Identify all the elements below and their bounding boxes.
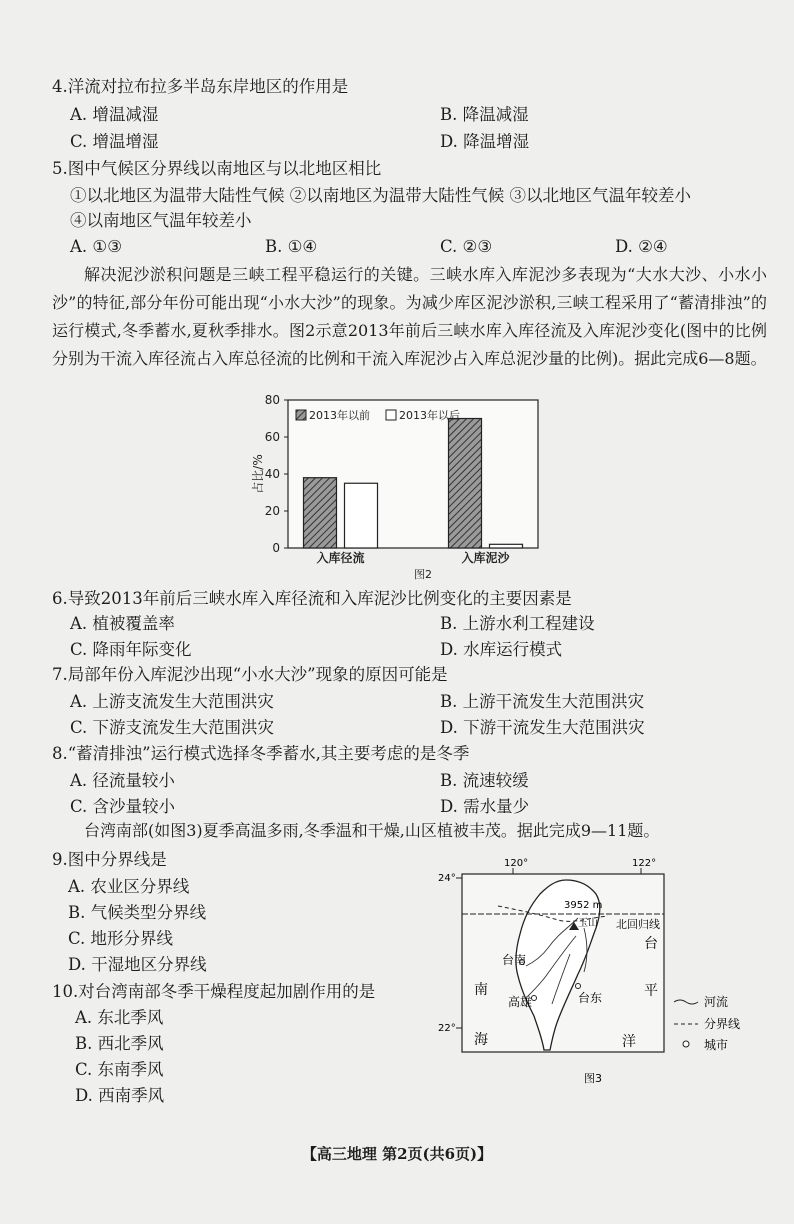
bar-1-series-1 <box>304 478 337 548</box>
q6-option-a: A. 植被覆盖率 <box>70 614 175 633</box>
sea-char-nan: 南 <box>474 982 488 998</box>
lat-24-label: 24° <box>438 873 456 884</box>
figure-3-caption: 图3 <box>584 1072 602 1085</box>
q10-option-b: B. 西北季风 <box>75 1034 164 1053</box>
q5-option-b: B. ①④ <box>265 237 318 256</box>
city-taitung-label: 台东 <box>578 991 603 1005</box>
y-tick-label: 60 <box>264 430 280 444</box>
x-category-label: 入库径流 <box>316 551 365 565</box>
q8-option-d: D. 需水量少 <box>440 797 530 816</box>
mountain-label: 玉山 <box>578 918 598 929</box>
legend-swatch-after <box>386 410 396 420</box>
q8-option-a: A. 径流量较小 <box>70 771 175 790</box>
legend-boundary-label: 分界线 <box>704 1017 741 1031</box>
figure-3-taiwan-map <box>438 858 778 1088</box>
passage-three-gorges: 解决泥沙淤积问题是三峡工程平稳运行的关键。三峡水库入库泥沙多表现为“大水大沙、小水小沙”的特征,部分年份可能出现“小水大沙”的现象。为减少库区泥沙淤积,三峡工程采用了“蓄清排浊”的运行模式,冬季蓄水,夏秋季排水。图2示意2013年前后三峡水库入库径流及入库泥沙变化(图中的比例分别为干流入库径流占入库总径流的比例和干流入库泥沙占入库总泥沙量的比例)。据此完成6—8题。 <box>52 265 767 368</box>
city-tainan-label: 台南 <box>502 953 527 967</box>
y-tick-label: 40 <box>264 467 280 481</box>
y-tick-label: 80 <box>264 393 280 407</box>
lat-22-label: 22° <box>438 1023 456 1034</box>
q9-option-c: C. 地形分界线 <box>68 929 174 948</box>
q6-option-b: B. 上游水利工程建设 <box>440 614 595 633</box>
x-category-label: 入库泥沙 <box>461 551 510 565</box>
q10-option-c: C. 东南季风 <box>75 1060 164 1079</box>
lon-122-label: 122° <box>632 858 657 869</box>
q4-option-c: C. 增温增湿 <box>70 132 159 151</box>
q6-option-c: C. 降雨年际变化 <box>70 640 192 659</box>
question-4-stem: 4.洋流对拉布拉多半岛东岸地区的作用是 <box>52 77 349 96</box>
ocean-char-ping: 平 <box>644 983 658 999</box>
q7-option-b: B. 上游干流发生大范围洪灾 <box>440 692 645 711</box>
question-7-stem: 7.局部年份入库泥沙出现“小水大沙”现象的原因可能是 <box>52 665 448 684</box>
q7-option-a: A. 上游支流发生大范围洪灾 <box>70 692 274 711</box>
city-kaohsiung-label: 高雄 <box>508 995 533 1009</box>
bar-2-series-1 <box>449 419 482 549</box>
legend-river-icon <box>674 1000 698 1004</box>
q9-option-b: B. 气候类型分界线 <box>68 903 207 922</box>
q4-option-b: B. 降温减湿 <box>440 105 529 124</box>
legend-river-label: 河流 <box>704 995 729 1009</box>
legend-label-after: 2013年以后 <box>399 409 460 422</box>
page-footer: 【高三地理 第2页(共6页)】 <box>301 1145 493 1163</box>
tropic-label: 北回归线 <box>616 918 660 931</box>
q4-option-a: A. 增温减湿 <box>70 105 159 124</box>
ocean-char-yang: 洋 <box>622 1034 636 1050</box>
question-10-stem: 10.对台湾南部冬季干燥程度起加剧作用的是 <box>52 982 376 1001</box>
y-axis-label: 占比/% <box>251 454 265 494</box>
q9-option-a: A. 农业区分界线 <box>68 877 190 896</box>
figure-2-caption: 图2 <box>414 568 432 580</box>
q10-option-d: D. 西南季风 <box>75 1086 165 1105</box>
ocean-char-tai: 台 <box>644 936 658 952</box>
city-kaohsiung-icon <box>532 996 537 1001</box>
city-taitung-icon <box>576 984 581 989</box>
question-6-stem: 6.导致2013年前后三峡水库入库径流和入库泥沙比例变化的主要因素是 <box>52 589 572 608</box>
question-9-stem: 9.图中分界线是 <box>52 850 167 869</box>
q8-option-c: C. 含沙量较小 <box>70 797 176 816</box>
legend-city-icon <box>683 1041 689 1047</box>
figure-2-bar-chart <box>240 390 560 580</box>
q5-option-c: C. ②③ <box>440 237 493 256</box>
bar-1-series-2 <box>345 483 378 548</box>
q8-option-b: B. 流速较缓 <box>440 771 529 790</box>
q5-statements-2: ④以南地区气温年较差小 <box>70 211 252 230</box>
q7-option-d: D. 下游干流发生大范围洪灾 <box>440 718 645 737</box>
lon-120-label: 120° <box>504 858 529 869</box>
legend-swatch-before <box>296 410 306 420</box>
legend-label-before: 2013年以前 <box>309 409 370 422</box>
question-8-stem: 8.“蓄清排浊”运行模式选择冬季蓄水,其主要考虑的是冬季 <box>52 744 470 763</box>
legend-city-label: 城市 <box>704 1038 729 1052</box>
q5-statements-1: ①以北地区为温带大陆性气候 ②以南地区为温带大陆性气候 ③以北地区气温年较差小 <box>70 186 691 205</box>
q6-option-d: D. 水库运行模式 <box>440 640 563 659</box>
question-5-stem: 5.图中气候区分界线以南地区与以北地区相比 <box>52 159 382 178</box>
q9-option-d: D. 干湿地区分界线 <box>68 955 207 974</box>
y-tick-label: 20 <box>264 504 280 518</box>
q7-option-c: C. 下游支流发生大范围洪灾 <box>70 718 275 737</box>
passage-taiwan: 台湾南部(如图3)夏季高温多雨,冬季温和干燥,山区植被丰茂。据此完成9—11题。 <box>84 821 660 840</box>
q4-option-d: D. 降温增湿 <box>440 132 530 151</box>
bar-2-series-2 <box>490 544 523 548</box>
q5-option-d: D. ②④ <box>615 237 668 256</box>
sea-char-hai: 海 <box>474 1032 488 1048</box>
y-tick-label: 0 <box>272 541 280 555</box>
q5-option-a: A. ①③ <box>70 237 122 256</box>
q10-option-a: A. 东北季风 <box>75 1008 164 1027</box>
peak-elevation-label: 3952 m <box>564 900 603 911</box>
